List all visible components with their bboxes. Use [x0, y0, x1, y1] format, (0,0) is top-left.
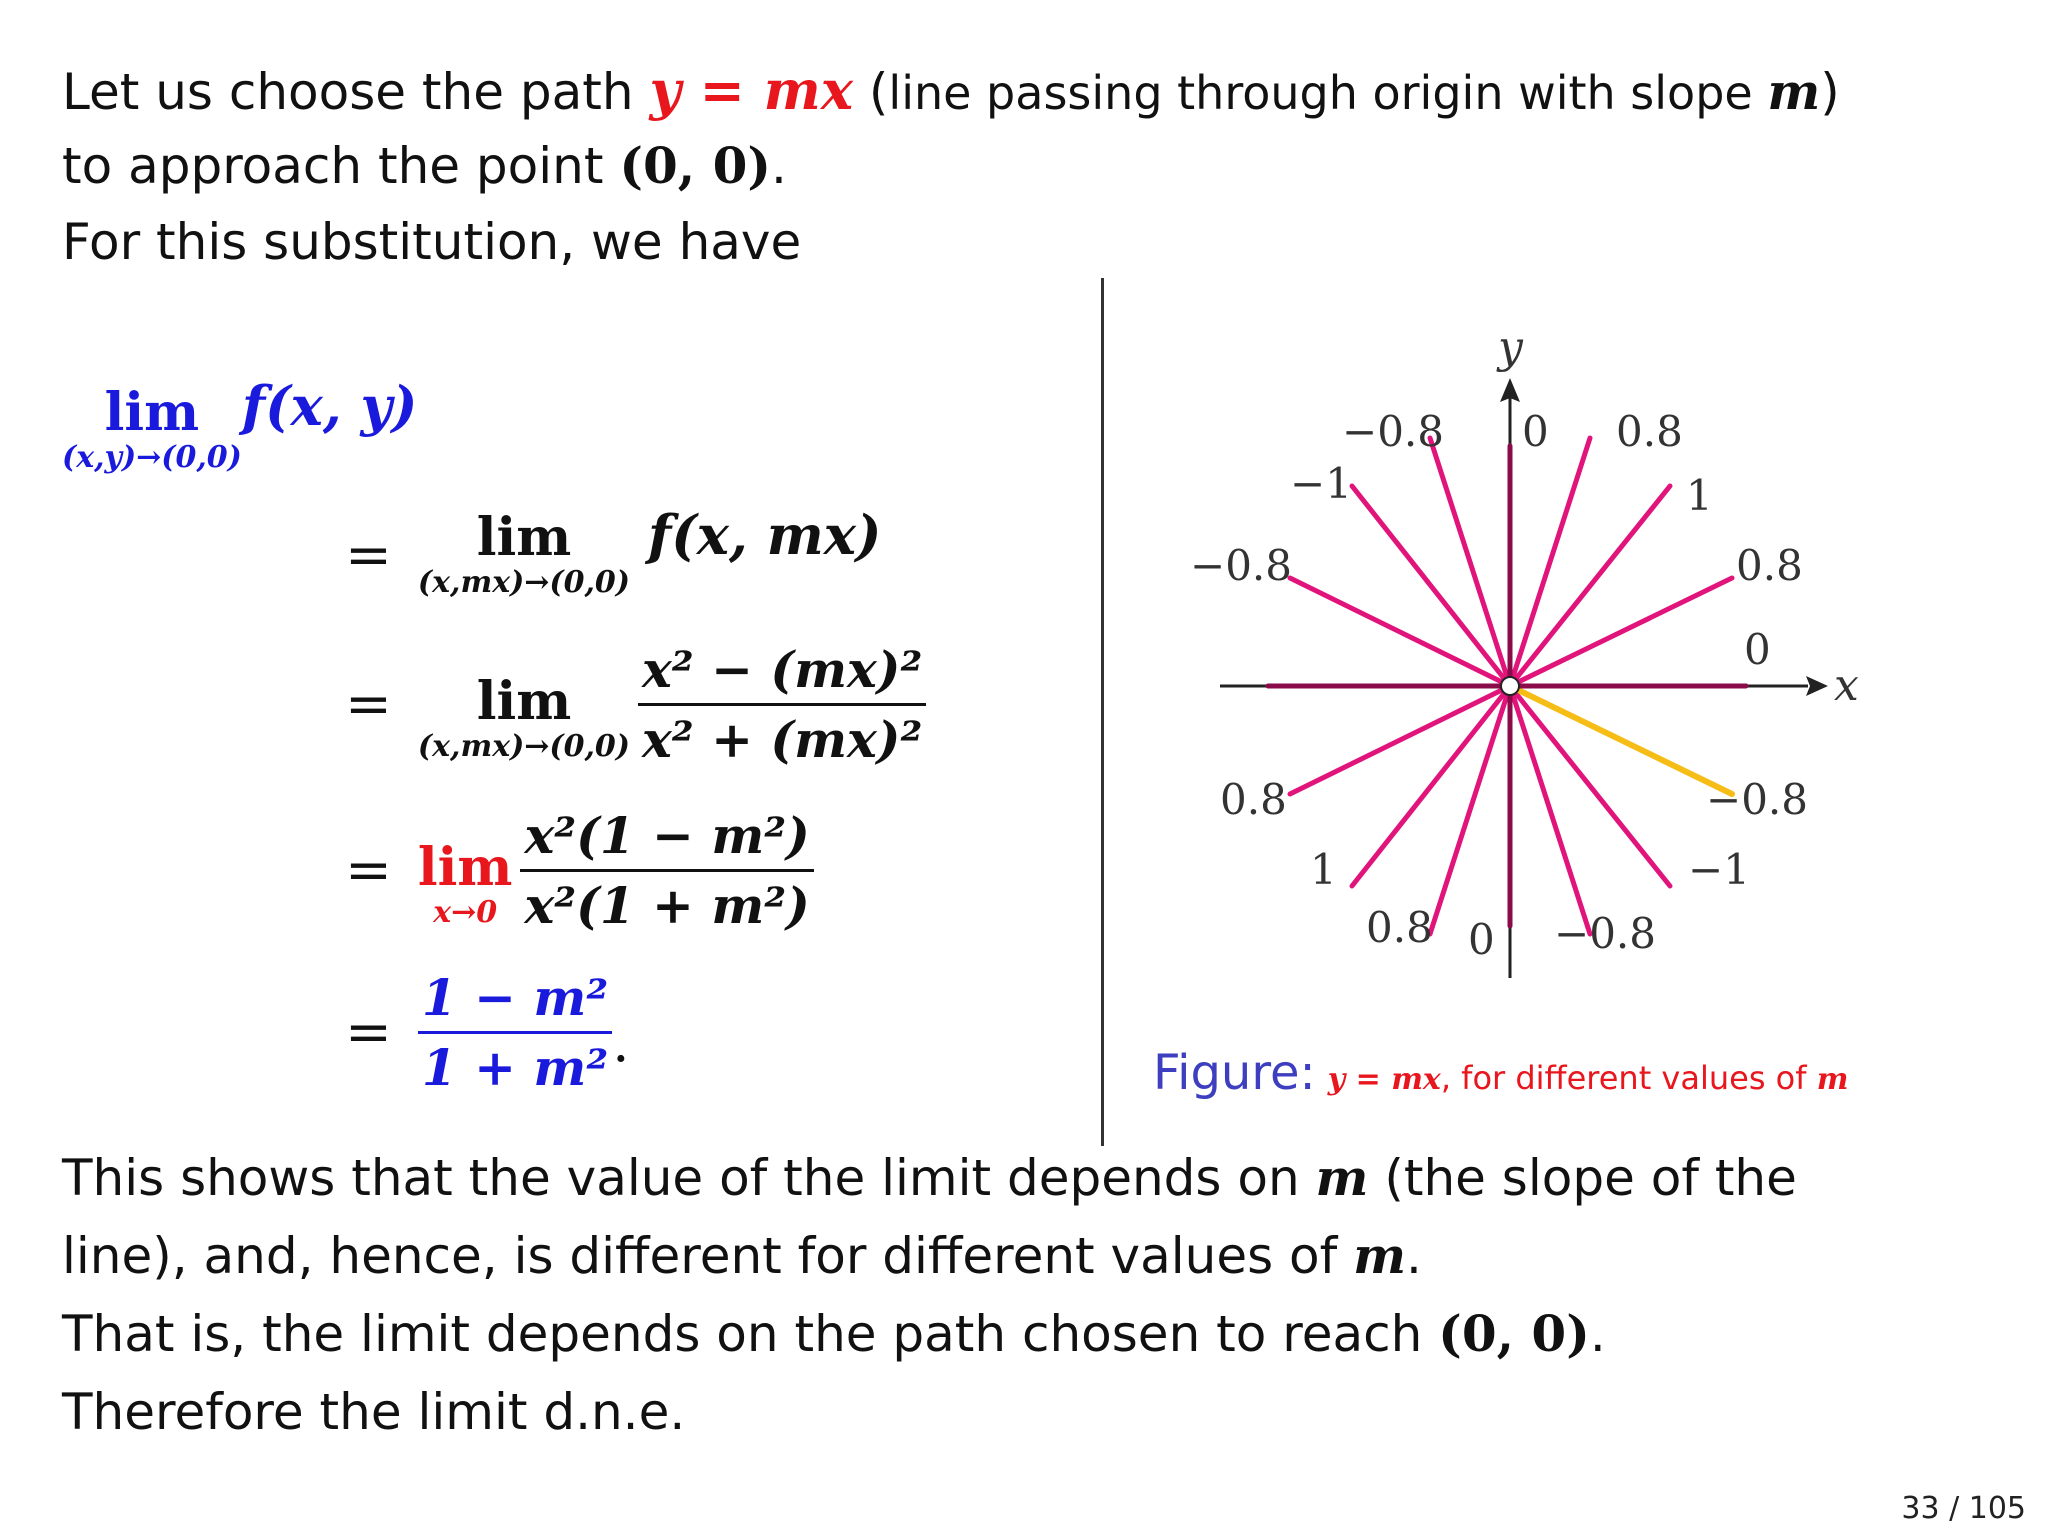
period: .: [1406, 1227, 1422, 1285]
label-right-upper: 0.8: [1736, 541, 1803, 590]
figure-caption: [1153, 1045, 1848, 1101]
conclusion-line-2: [62, 1218, 1422, 1294]
equation-line-1: [345, 503, 882, 600]
function-f-xmx: f(x, mx): [648, 503, 882, 567]
label-bottom-zero: 0: [1468, 915, 1495, 964]
equals-sign: =: [345, 1000, 392, 1065]
equation-line-4: [345, 968, 629, 1097]
ray-highlighted: [1510, 686, 1732, 794]
slope-symbol: m: [1315, 1148, 1369, 1207]
origin-point: (0, 0): [619, 136, 772, 195]
lim-word: lim: [476, 507, 572, 568]
ray-lower-right-diag: [1510, 686, 1670, 886]
lim-subscript: x→0: [433, 894, 498, 930]
period: .: [1589, 1305, 1606, 1363]
limit-lhs: [62, 374, 418, 475]
lim-word: lim: [476, 670, 572, 732]
origin-point: (0, 0): [1438, 1304, 1590, 1363]
result-denominator: 1 + m²: [421, 1038, 609, 1097]
lhs-limit-operator: [62, 382, 242, 475]
line3-fraction: [520, 806, 813, 935]
function-f-xy: f(x, y): [241, 374, 418, 438]
conclusion-text: This shows that the value of the limit depends on: [62, 1149, 1316, 1207]
ray-upper-right-diag: [1510, 486, 1670, 686]
conclusion-text: That is, the limit depends on the path chosen to reach: [62, 1305, 1439, 1363]
label-left-upper: −0.8: [1190, 541, 1292, 590]
equation-line-2: [345, 640, 926, 769]
ray-lower-right-steep: [1510, 686, 1590, 934]
line2-fraction: [638, 640, 926, 769]
label-left-lower: 0.8: [1220, 775, 1287, 824]
conclusion-line-1: [62, 1140, 1797, 1216]
conclusion-line-4: Therefore the limit d.n.e.: [62, 1383, 686, 1441]
label-upper-right-one: 1: [1686, 471, 1713, 520]
lim-subscript: (x,y)→(0,0): [62, 440, 242, 475]
intro-line-3: For this substitution, we have: [62, 213, 802, 271]
x-axis-label: x: [1834, 660, 1859, 711]
ray-upper-left-shallow: [1290, 578, 1510, 686]
label-bottom-right: −0.8: [1554, 909, 1656, 958]
label-top-zero: 0: [1522, 407, 1549, 456]
lim-word: lim: [104, 382, 200, 443]
line3-numerator: x²(1 − m²): [520, 806, 813, 872]
intro-text: Let us choose the path: [62, 63, 650, 121]
paren-open: (: [853, 63, 889, 121]
equals-sign: =: [345, 522, 392, 588]
caption-equation: y = mx: [1327, 1062, 1441, 1097]
label-right-zero: 0: [1744, 625, 1771, 674]
caption-text: , for different values of: [1440, 1059, 1817, 1097]
lim-subscript: (x,mx)→(0,0): [417, 728, 630, 764]
ray-lower-left-shallow: [1290, 686, 1510, 794]
path-equation: y = mx: [649, 58, 854, 122]
lines-through-origin-figure: [1180, 318, 1960, 998]
origin-hole: [1501, 677, 1519, 695]
equation-line-3: [345, 806, 814, 935]
period: .: [771, 137, 787, 195]
intro-parenthetical: line passing through origin with slope: [888, 66, 1768, 120]
line1-limit-operator: [417, 507, 630, 600]
ray-upper-left-steep: [1430, 438, 1510, 686]
conclusion-text: line), and, hence, is different for different values of: [62, 1227, 1354, 1285]
label-right-lower: −0.8: [1706, 775, 1808, 824]
conclusion-text: (the slope of the: [1368, 1149, 1797, 1207]
line3-denominator: x²(1 + m²): [524, 876, 810, 935]
label-bottom-left: 0.8: [1366, 903, 1433, 952]
label-top-left: −0.8: [1342, 407, 1444, 456]
label-lower-right-one: −1: [1688, 845, 1750, 894]
paren-close: ): [1820, 63, 1840, 121]
ray-upper-right-steep: [1510, 438, 1590, 686]
y-axis-label: y: [1498, 322, 1523, 373]
equals-sign: =: [345, 672, 392, 737]
line2-denominator: x² + (mx)²: [642, 710, 923, 769]
label-lower-left-one: 1: [1310, 845, 1337, 894]
intro-text-2: to approach the point: [62, 137, 620, 195]
line3-limit-operator: [417, 836, 513, 930]
slope-symbol: m: [1353, 1226, 1407, 1285]
intro-line-1: [62, 52, 1840, 131]
ray-lower-left-diag: [1352, 686, 1510, 886]
caption-slope-symbol: m: [1816, 1062, 1849, 1097]
conclusion-line-3: [62, 1296, 1606, 1372]
page-number: 33 / 105: [1901, 1491, 2026, 1526]
intro-line-2: [62, 128, 787, 204]
label-top-right: 0.8: [1616, 407, 1683, 456]
equals-sign: =: [345, 838, 392, 903]
ray-upper-right-shallow: [1510, 578, 1732, 686]
label-upper-left-one: −1: [1290, 459, 1352, 508]
period: .: [612, 1011, 630, 1074]
caption-label: Figure:: [1153, 1045, 1316, 1101]
lim-word: lim: [417, 836, 513, 898]
line2-limit-operator: [417, 670, 630, 764]
result-numerator: 1 − m²: [418, 968, 612, 1034]
result-fraction: [418, 968, 612, 1097]
x-axis-arrow-icon: [1806, 676, 1828, 696]
ray-upper-left-diag: [1352, 486, 1510, 686]
slope-symbol: m: [1767, 62, 1821, 121]
line2-numerator: x² − (mx)²: [638, 640, 926, 706]
lim-subscript: (x,mx)→(0,0): [417, 565, 630, 600]
ray-lower-left-steep: [1430, 686, 1510, 934]
column-divider: [1101, 278, 1104, 1146]
